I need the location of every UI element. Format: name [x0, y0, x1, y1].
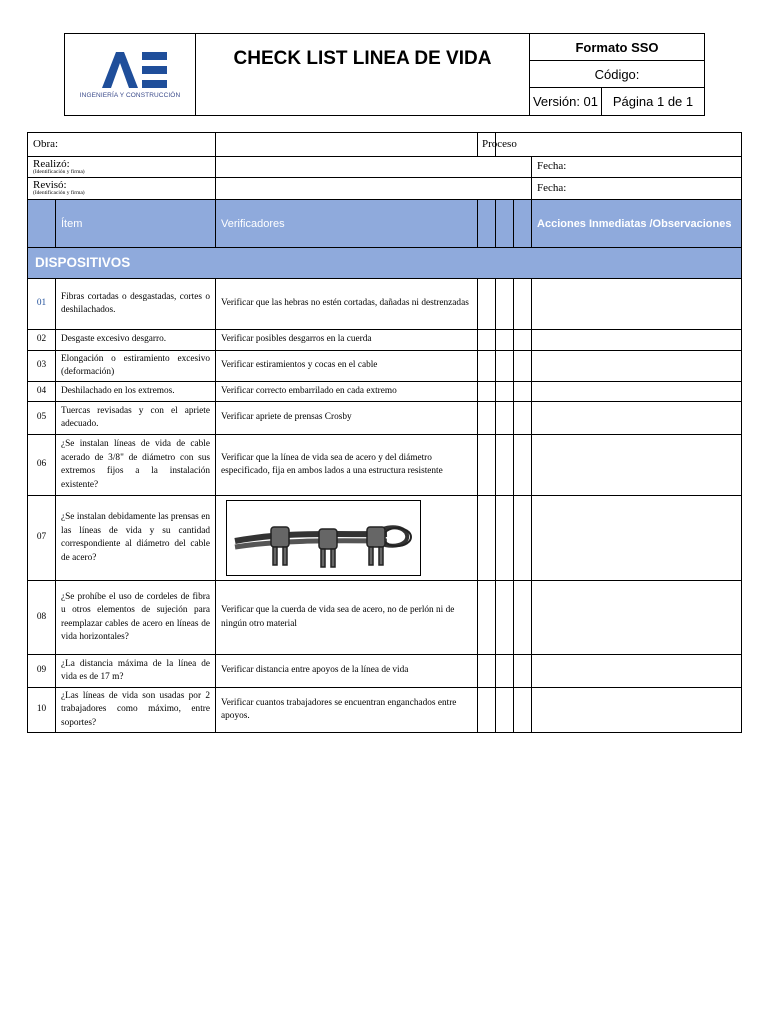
section-row — [28, 248, 742, 279]
company-logo — [65, 50, 195, 99]
row-number: 10 — [28, 688, 56, 733]
row-item: Fibras cortadas o desgastadas, cortes o deshilachados. — [56, 279, 216, 330]
check-cell-1[interactable] — [478, 655, 496, 688]
check-cell-2[interactable] — [496, 655, 514, 688]
realizo-label: Realizó: — [33, 157, 70, 170]
realizo-cell — [28, 157, 216, 178]
row-item: ¿Se prohíbe el uso de cordeles de fibra u otros elementos de sujeción para reemplazar cables de acero en líneas de vida horizontales? — [56, 581, 216, 655]
code-label: Código: — [530, 61, 705, 88]
table-row — [28, 351, 742, 382]
row-number: 09 — [28, 655, 56, 688]
format-label: Formato SSO — [530, 34, 705, 61]
table-row — [28, 330, 742, 351]
check-cell-3[interactable] — [514, 382, 532, 402]
ae-logo-icon — [90, 50, 170, 90]
observaciones-cell[interactable] — [532, 496, 742, 581]
row-verificador: Verificar que la línea de vida sea de acero y del diámetro especificado, fija en ambos lados a una estructura resistente — [216, 435, 478, 496]
fecha-realizo[interactable] — [532, 157, 742, 178]
fecha-label: Fecha: — [537, 160, 567, 173]
observaciones-cell[interactable] — [532, 351, 742, 382]
check-cell-1[interactable] — [478, 435, 496, 496]
check-cell-1[interactable] — [478, 688, 496, 733]
row-item: ¿La distancia máxima de la línea de vida es de 17 m? — [56, 655, 216, 688]
row-number: 03 — [28, 351, 56, 382]
row-item: ¿Se instalan líneas de vida de cable acerado de 3/8" de diámetro con sus extremos fijos a la instalación existente? — [56, 435, 216, 496]
check-cell-1[interactable] — [478, 382, 496, 402]
check-cell-2[interactable] — [496, 581, 514, 655]
table-row — [28, 496, 742, 581]
row-verificador — [216, 496, 478, 581]
row-verificador: Verificar estiramientos y cocas en el cable — [216, 351, 478, 382]
check-cell-1[interactable] — [478, 581, 496, 655]
check-cell-2[interactable] — [496, 351, 514, 382]
row-verificador: Verificar correcto embarrilado en cada extremo — [216, 382, 478, 402]
checklist-rows — [28, 279, 742, 733]
check-cell-2[interactable] — [496, 402, 514, 435]
reviso-label: Revisó: — [33, 179, 67, 191]
table-row — [28, 279, 742, 330]
observaciones-cell[interactable] — [532, 330, 742, 351]
row-number: 02 — [28, 330, 56, 351]
row-number: 01 — [28, 279, 56, 330]
page-label: Página 1 de 1 — [602, 88, 705, 116]
check-cell-1[interactable] — [478, 496, 496, 581]
document-header — [64, 33, 705, 116]
check-cell-3[interactable] — [514, 351, 532, 382]
row-item: ¿Las líneas de vida son usadas por 2 trabajadores como máximo, entre soportes? — [56, 688, 216, 733]
table-row — [28, 435, 742, 496]
observaciones-cell[interactable] — [532, 279, 742, 330]
observaciones-cell[interactable] — [532, 688, 742, 733]
row-verificador: Verificar cuantos trabajadores se encuentran enganchados entre apoyos. — [216, 688, 478, 733]
check-cell-3[interactable] — [514, 655, 532, 688]
row-number: 05 — [28, 402, 56, 435]
row-verificador: Verificar posibles desgarros en la cuerda — [216, 330, 478, 351]
reviso-cell — [28, 178, 216, 200]
check-cell-1[interactable] — [478, 351, 496, 382]
check-cell-2[interactable] — [496, 382, 514, 402]
checklist-table — [27, 132, 742, 733]
version-label: Versión: 01 — [530, 88, 602, 116]
check-cell-1[interactable] — [478, 402, 496, 435]
observaciones-cell[interactable] — [532, 402, 742, 435]
observaciones-cell[interactable] — [532, 655, 742, 688]
check-cell-2[interactable] — [496, 688, 514, 733]
header-check-3 — [514, 200, 532, 248]
check-cell-3[interactable] — [514, 279, 532, 330]
table-row — [28, 402, 742, 435]
table-row — [28, 382, 742, 402]
row-verificador: Verificar que la cuerda de vida sea de acero, no de perlón ni de ningún otro material — [216, 581, 478, 655]
reviso-field[interactable] — [216, 178, 532, 200]
observaciones-cell[interactable] — [532, 581, 742, 655]
fecha-label: Fecha: — [537, 181, 567, 194]
reviso-sub: (Identificación y firma) — [33, 190, 85, 196]
realizo-sub: (Identificación y firma) — [33, 168, 85, 175]
header-check-1 — [478, 200, 496, 248]
header-acciones: Acciones Inmediatas /Observaciones — [532, 200, 742, 248]
realizo-field[interactable] — [216, 157, 532, 178]
proceso-label — [478, 133, 517, 157]
check-cell-3[interactable] — [514, 496, 532, 581]
table-row — [28, 581, 742, 655]
check-cell-3[interactable] — [514, 581, 532, 655]
table-header-row — [28, 200, 742, 248]
row-item: ¿Se instalan debidamente las prensas en las líneas de vida y su cantidad correspondiente al diámetro del cable de acero? — [56, 496, 216, 581]
check-cell-2[interactable] — [496, 330, 514, 351]
row-item: Desgaste excesivo desgarro. — [56, 330, 216, 351]
check-cell-2[interactable] — [496, 435, 514, 496]
section-title: DISPOSITIVOS — [28, 248, 742, 279]
row-item: Elongación o estiramiento excesivo (deformación) — [56, 351, 216, 382]
row-item: Deshilachado en los extremos. — [56, 382, 216, 402]
document-title: CHECK LIST LINEA DE VIDA — [196, 34, 530, 116]
table-row — [28, 688, 742, 733]
check-cell-3[interactable] — [514, 402, 532, 435]
check-cell-1[interactable] — [478, 279, 496, 330]
observaciones-cell[interactable] — [532, 435, 742, 496]
row-number: 08 — [28, 581, 56, 655]
obra-field[interactable] — [216, 133, 478, 157]
row-verificador: Verificar distancia entre apoyos de la línea de vida — [216, 655, 478, 688]
proceso-field[interactable] — [496, 133, 742, 157]
fecha-reviso[interactable] — [532, 178, 742, 200]
check-cell-3[interactable] — [514, 330, 532, 351]
header-item: Ítem — [56, 200, 216, 248]
observaciones-cell[interactable] — [532, 382, 742, 402]
logo-text: INGENIERÍA Y CONSTRUCCIÓN — [79, 92, 181, 99]
row-verificador: Verificar que las hebras no estén cortadas, dañadas ni destrenzadas — [216, 279, 478, 330]
check-cell-1[interactable] — [478, 330, 496, 351]
header-check-2 — [496, 200, 514, 248]
row-verificador: Verificar apriete de prensas Crosby — [216, 402, 478, 435]
proceso-text: Proceso — [482, 137, 517, 150]
header-num-cell — [28, 200, 56, 248]
cable-clamps-image — [226, 500, 421, 576]
row-item: Tuercas revisadas y con el apriete adecuado. — [56, 402, 216, 435]
row-number: 06 — [28, 435, 56, 496]
check-cell-3[interactable] — [514, 435, 532, 496]
check-cell-2[interactable] — [496, 496, 514, 581]
header-verificadores: Verificadores — [216, 200, 478, 248]
table-row — [28, 655, 742, 688]
check-cell-2[interactable] — [496, 279, 514, 330]
row-number: 07 — [28, 496, 56, 581]
row-number: 04 — [28, 382, 56, 402]
logo-cell — [65, 34, 196, 116]
check-cell-3[interactable] — [514, 688, 532, 733]
obra-label: Obra: — [28, 133, 216, 157]
